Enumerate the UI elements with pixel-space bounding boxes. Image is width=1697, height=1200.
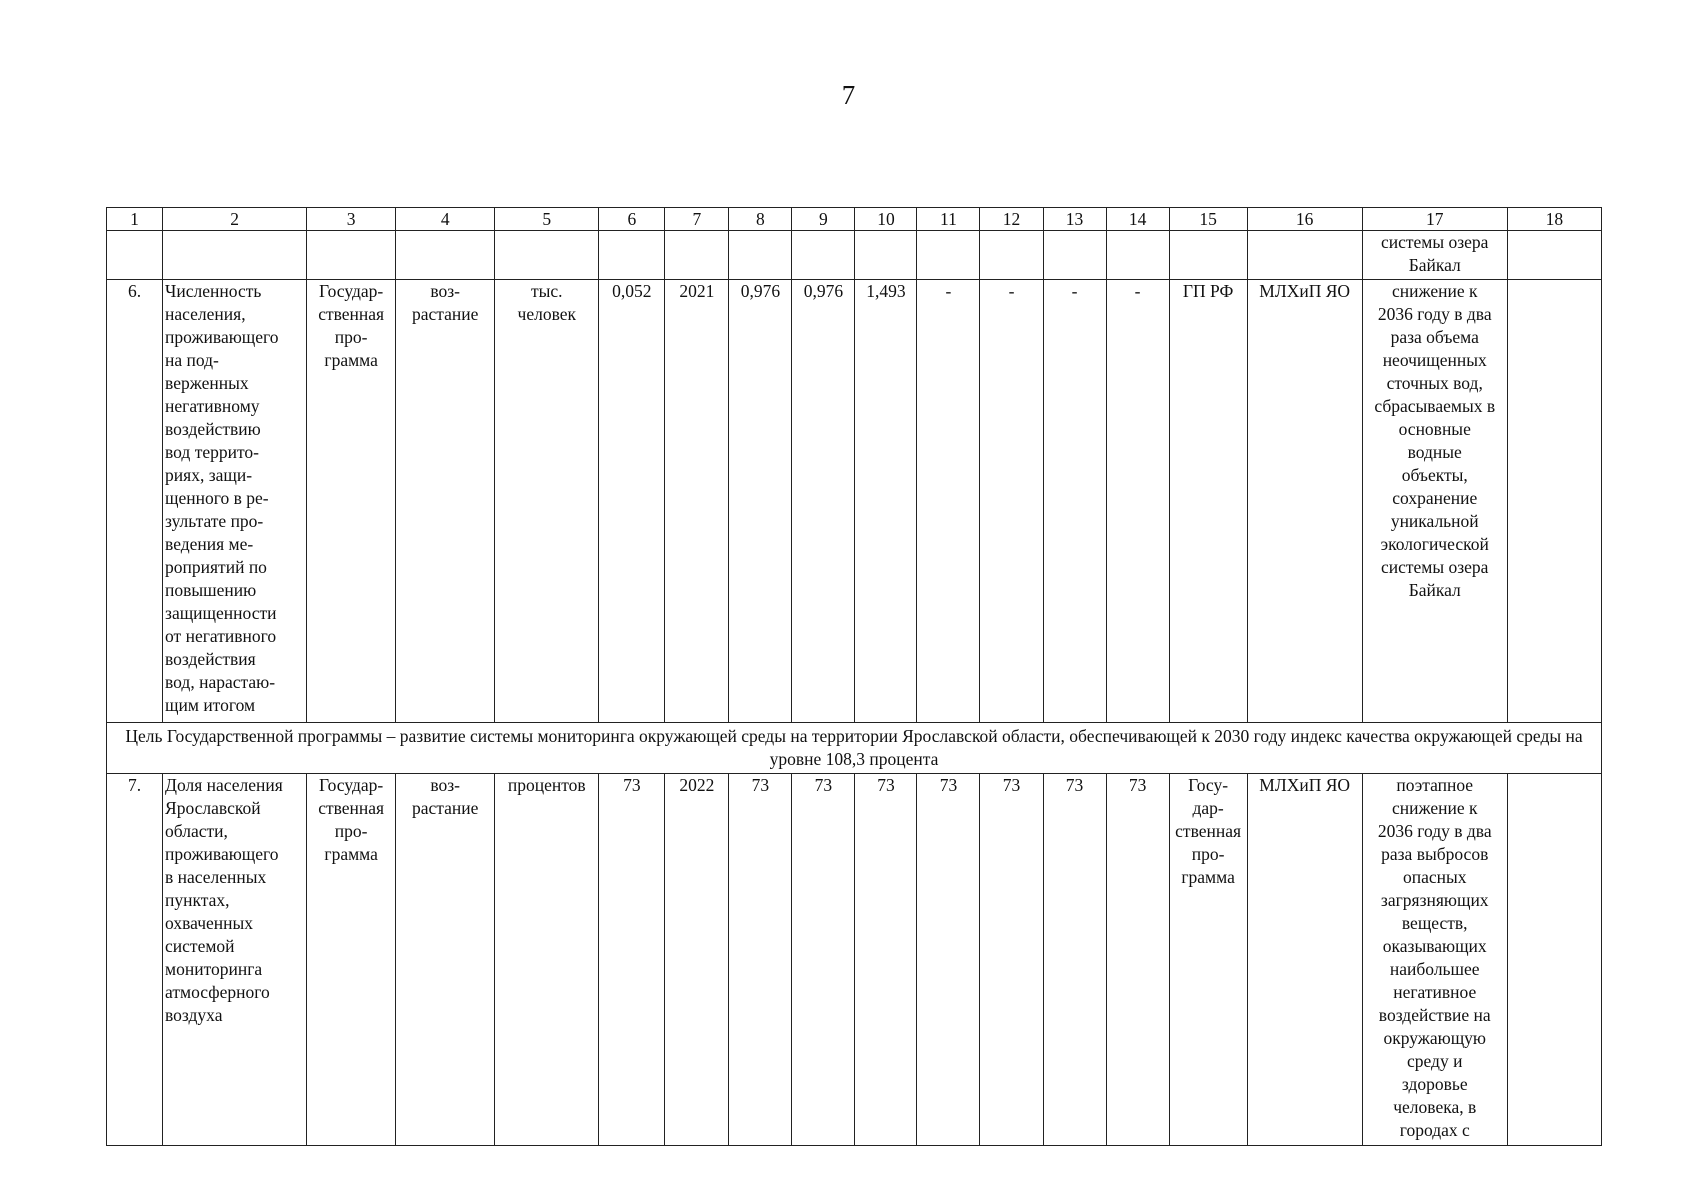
info-system [1507,280,1601,723]
program-goal: Цель Государственной программы – развитие системы мониторинга окружающей среды на территории Ярославской области, обеспечивающей к 2030 году индекс качества окружающей среды на уровне 108,3 процента [107,723,1602,774]
base-year: 2022 [665,774,729,1146]
base-year: 2021 [665,280,729,723]
trend: воз- растание [396,774,495,1146]
row-number: 7. [107,774,163,1146]
continuation-outcome: системы озера Байкал [1362,231,1507,280]
col-header-12: 12 [980,208,1043,231]
value-col-14: 73 [1106,774,1169,1146]
document-ref: Госу- дар- ственная про- грамма [1169,774,1247,1146]
value-col-11: 73 [917,774,980,1146]
col-header-1: 1 [107,208,163,231]
unit: процентов [495,774,599,1146]
col-header-2: 2 [163,208,307,231]
col-header-8: 8 [729,208,792,231]
value-col-8: 0,976 [729,280,792,723]
value-col-9: 0,976 [792,280,855,723]
base-value: 0,052 [599,280,665,723]
value-col-12: - [980,280,1043,723]
value-col-9: 73 [792,774,855,1146]
row-number: 6. [107,280,163,723]
value-col-8: 73 [729,774,792,1146]
table-row-6 [107,280,1602,723]
info-system [1507,774,1601,1146]
col-header-3: 3 [307,208,396,231]
indicator-level: Государ- ственная про- грамма [307,774,396,1146]
value-col-10: 73 [855,774,917,1146]
value-col-13: 73 [1043,774,1106,1146]
col-header-14: 14 [1106,208,1169,231]
col-header-15: 15 [1169,208,1247,231]
indicator-name: Численность населения, проживающего на под- верженных негативному воздействию вод террито- риях, защи- щенного в ре- зультате про- ведения ме- роприятий по повышению защищенности от негативного воздействия вод, нарастаю- щим итогом [163,280,307,723]
value-col-12: 73 [980,774,1043,1146]
col-header-4: 4 [396,208,495,231]
indicators-table [106,207,1602,1146]
col-header-13: 13 [1043,208,1106,231]
col-header-11: 11 [917,208,980,231]
page-number: 7 [841,80,856,110]
col-header-17: 17 [1362,208,1507,231]
national-goal-link: снижение к 2036 году в два раза объема неочищенных сточных вод, сбрасываемых в основные водные объекты, сохранение уникальной экологической системы озера Байкал [1362,280,1507,723]
document-ref: ГП РФ [1169,280,1247,723]
col-header-6: 6 [599,208,665,231]
unit: тыс. человек [495,280,599,723]
column-number-row [107,208,1602,231]
continuation-row [107,231,1602,280]
indicator-level: Государ- ственная про- грамма [307,280,396,723]
responsible: МЛХиП ЯО [1247,774,1362,1146]
value-col-10: 1,493 [855,280,917,723]
table-row-7 [107,774,1602,1146]
value-col-11: - [917,280,980,723]
base-value: 73 [599,774,665,1146]
col-header-18: 18 [1507,208,1601,231]
col-header-9: 9 [792,208,855,231]
national-goal-link: поэтапное снижение к 2036 году в два раза выбросов опасных загрязняющих веществ, оказывающих наибольшее негативное воздействие на окружающую среду и здоровье человека, в городах с [1362,774,1507,1146]
col-header-10: 10 [855,208,917,231]
trend: воз- растание [396,280,495,723]
value-col-14: - [1106,280,1169,723]
col-header-7: 7 [665,208,729,231]
col-header-5: 5 [495,208,599,231]
value-col-13: - [1043,280,1106,723]
indicator-name: Доля населения Ярославской области, проживающего в населенных пунктах, охваченных системой мониторинга атмосферного воздуха [163,774,307,1146]
col-header-16: 16 [1247,208,1362,231]
responsible: МЛХиП ЯО [1247,280,1362,723]
goal-row [107,723,1602,774]
